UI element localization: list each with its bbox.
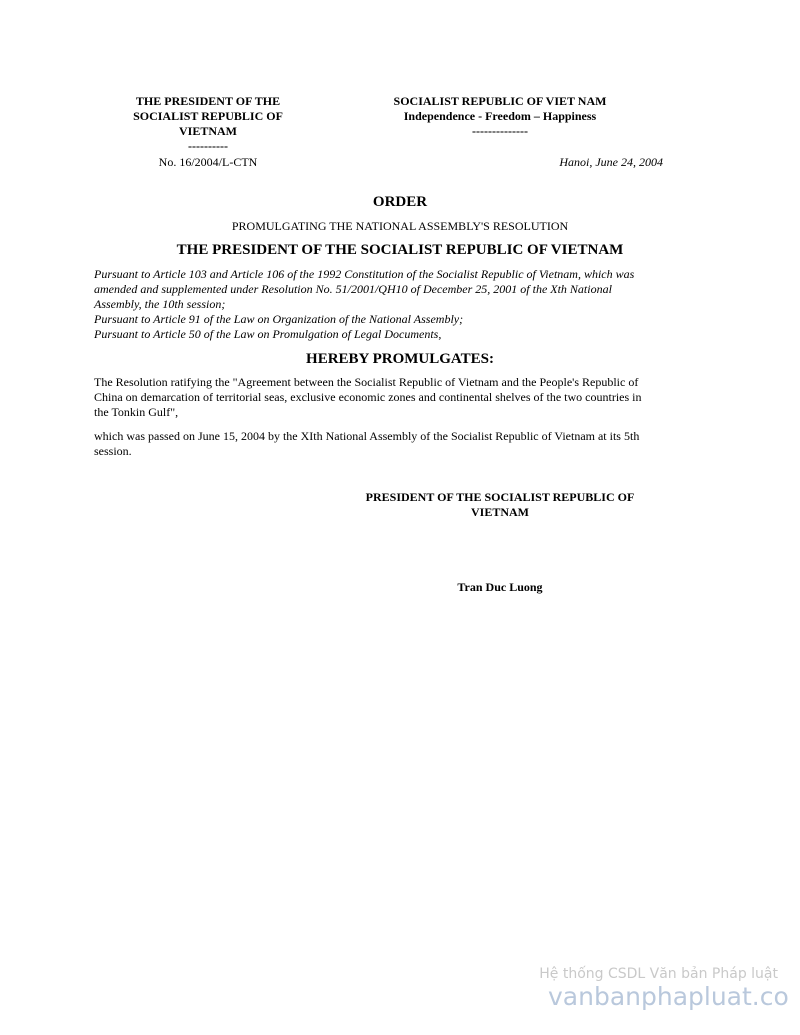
legal-basis-line: Pursuant to Article 103 and Article 106 of the 1992 Constitution of the Socialist Republic of Vietnam, which was bbox=[94, 267, 635, 281]
signatory-title bbox=[340, 490, 660, 520]
watermark-site: vanbanphapluat.co bbox=[548, 982, 789, 1011]
legal-basis-line: Pursuant to Article 91 of the Law on Organization of the National Assembly; bbox=[94, 312, 464, 326]
issuing-authority bbox=[108, 94, 308, 154]
paragraph-line: the Tonkin Gulf", bbox=[94, 405, 179, 419]
legal-basis-line: Pursuant to Article 50 of the Law on Promulgation of Legal Documents, bbox=[94, 327, 442, 341]
issuing-authority-line: THE PRESIDENT OF THE bbox=[135, 94, 281, 108]
issuing-authority-line: VIETNAM bbox=[178, 124, 237, 138]
resolution-paragraph bbox=[94, 375, 706, 420]
national-motto bbox=[340, 94, 660, 139]
document-number: No. 16/2004/L-CTN bbox=[158, 155, 258, 169]
paragraph-line: session. bbox=[94, 444, 132, 458]
promulgates-heading: HEREBY PROMULGATES: bbox=[306, 351, 494, 367]
legal-basis-line: Assembly, the 10th session; bbox=[94, 297, 226, 311]
issuing-authority-line: SOCIALIST REPUBLIC OF bbox=[133, 109, 283, 123]
paragraph-line: The Resolution ratifying the "Agreement between the Socialist Republic of Vietnam and the People's Republic of bbox=[94, 375, 639, 389]
issuer-heading: THE PRESIDENT OF THE SOCIALIST REPUBLIC OF VIETNAM bbox=[176, 242, 624, 258]
signatory-title-line: PRESIDENT OF THE SOCIALIST REPUBLIC OF bbox=[365, 490, 635, 504]
document-subtitle: PROMULGATING THE NATIONAL ASSEMBLY'S RESOLUTION bbox=[231, 219, 569, 233]
motto-separator: -------------- bbox=[472, 124, 528, 138]
issuing-authority-separator: ---------- bbox=[188, 139, 228, 153]
paragraph-line: which was passed on June 15, 2004 by the XIth National Assembly of the Socialist Republic of Vietnam at its 5th bbox=[94, 429, 640, 443]
signatory-name: Tran Duc Luong bbox=[457, 580, 543, 594]
motto-text: Independence - Freedom – Happiness bbox=[403, 109, 597, 123]
watermark-caption: Hệ thống CSDL Văn bản Pháp luật bbox=[539, 966, 778, 982]
legal-basis bbox=[94, 267, 706, 342]
country-name: SOCIALIST REPUBLIC OF VIET NAM bbox=[393, 94, 607, 108]
document-type-title: ORDER bbox=[372, 194, 428, 210]
passage-paragraph bbox=[94, 429, 706, 459]
legal-basis-line: amended and supplemented under Resolution No. 51/2001/QH10 of December 25, 2001 of the Xth National bbox=[94, 282, 612, 296]
signatory-title-line: VIETNAM bbox=[470, 505, 529, 519]
place-and-date: Hanoi, June 24, 2004 bbox=[559, 155, 663, 169]
paragraph-line: China on demarcation of territorial seas, exclusive economic zones and continental shelves of the two countries in bbox=[94, 390, 642, 404]
